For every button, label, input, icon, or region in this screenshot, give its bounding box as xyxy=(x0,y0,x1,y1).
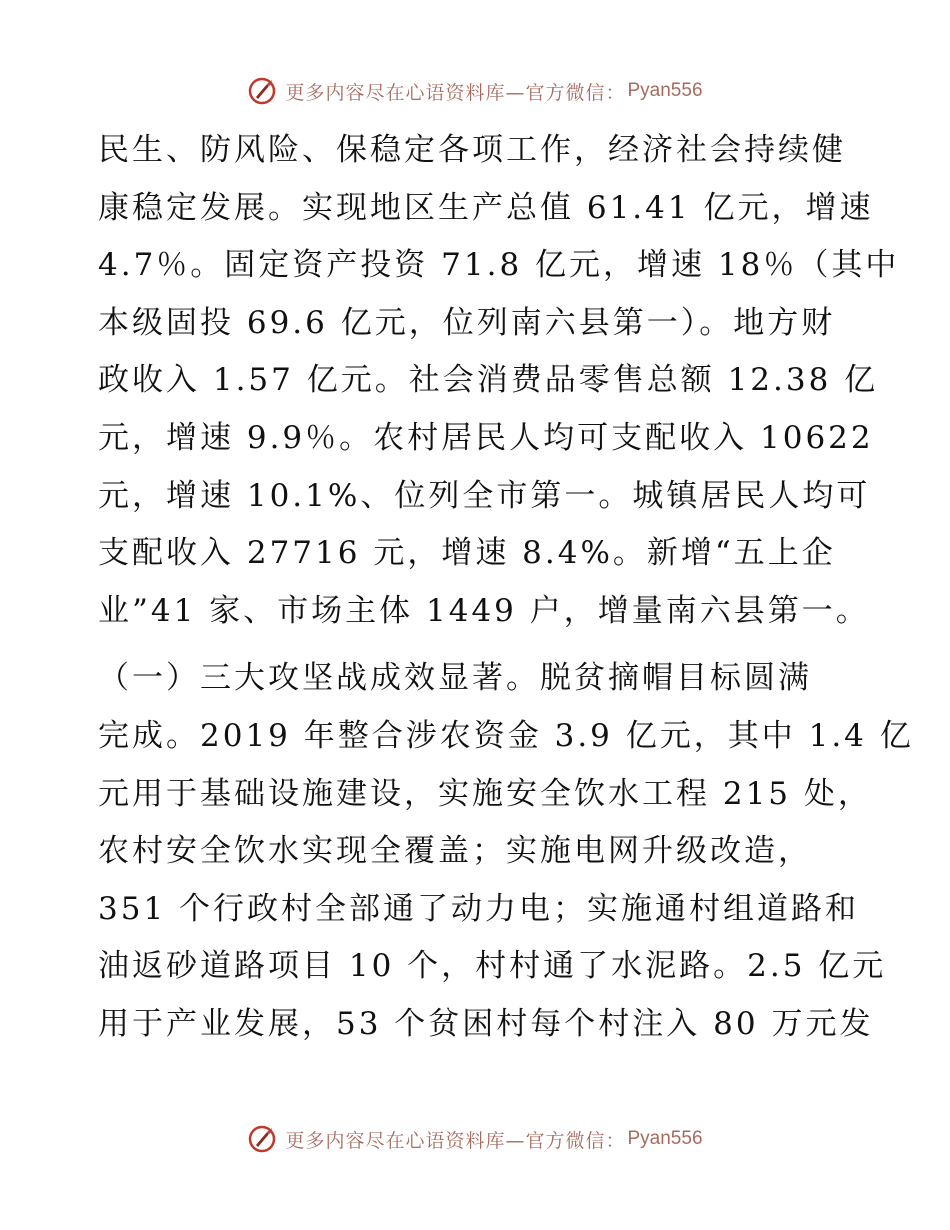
header-banner-text: 更多内容尽在心语资料库—官方微信： xyxy=(285,81,626,104)
footer-wechat-id: Pyan556 xyxy=(627,1128,703,1149)
text-line: 351 个行政村全部通了动力电；实施通村组道路和 xyxy=(98,890,860,927)
text-line: 支配收入 27716 元，增速 8.4%。新增“五上企 xyxy=(98,535,836,572)
text-line: 元，增速 9.9％。农村居民人均可支配收入 10622 xyxy=(98,419,874,456)
quill-logo-icon xyxy=(247,76,277,106)
text-line: 完成。2019 年整合涉农资金 3.9 亿元，其中 1.4 亿 xyxy=(98,717,914,754)
footer-watermark-banner xyxy=(0,1122,950,1156)
paragraph-poverty-alleviation xyxy=(98,650,914,1053)
header-watermark-banner xyxy=(0,74,950,108)
text-line: 政收入 1.57 亿元。社会消费品零售总额 12.38 亿 xyxy=(98,362,879,399)
text-line: 元用于基础设施建设，实施安全饮水工程 215 处， xyxy=(98,775,872,812)
text-line: 油返砂道路项目 10 个，村村通了水泥路。2.5 亿元 xyxy=(98,948,887,985)
text-line: 康稳定发展。实现地区生产总值 61.41 亿元，增速 xyxy=(98,189,874,226)
text-line: 本级固投 69.6 亿元，位列南六县第一）。地方财 xyxy=(98,304,836,341)
text-line: （一）三大攻坚战成效显著。脱贫摘帽目标圆满 xyxy=(98,660,812,697)
text-line: 4.7％。固定资产投资 71.8 亿元，增速 18％（其中 xyxy=(98,247,900,284)
document-body xyxy=(98,122,914,1054)
text-line: 用于产业发展，53 个贫困村每个村注入 80 万元发 xyxy=(98,1005,874,1042)
footer-banner-text: 更多内容尽在心语资料库—官方微信： xyxy=(285,1129,626,1152)
paragraph-economy-summary xyxy=(98,122,900,640)
quill-logo-icon xyxy=(247,1124,277,1154)
text-line: 民生、防风险、保稳定各项工作，经济社会持续健 xyxy=(98,132,846,168)
text-line: 元，增速 10.1%、位列全市第一。城镇居民人均可 xyxy=(98,477,871,514)
text-line: 农村安全饮水实现全覆盖；实施电网升级改造， xyxy=(98,833,812,870)
header-wechat-id: Pyan556 xyxy=(627,80,703,101)
text-line: 业”41 家、市场主体 1449 户，增量南六县第一。 xyxy=(98,592,870,629)
